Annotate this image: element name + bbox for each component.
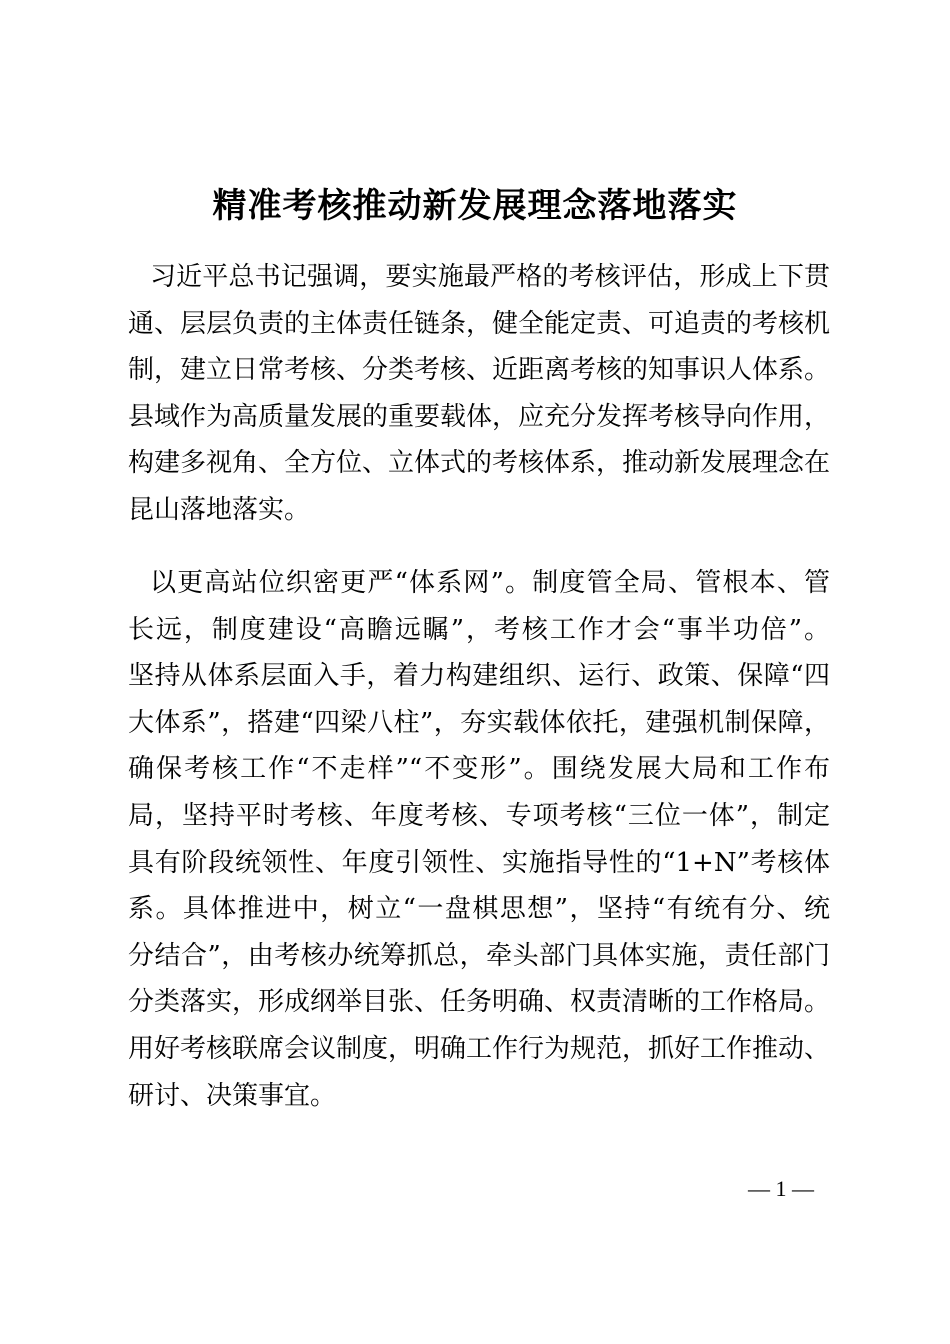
text-line: 通、层层负责的主体责任链条，健全能定责、可追责的考核机 — [128, 308, 831, 339]
text-line: 具有阶段统领性、年度引领性、实施指导性的“1+N”考核体 — [128, 847, 830, 878]
text-line: 确保考核工作“不走样”“不变形”。围绕发展大局和工作布 — [128, 754, 830, 785]
text-line: 分结合”，由考核办统筹抓总，牵头部门具体实施，责任部门 — [128, 940, 830, 971]
text-line: 坚持从体系层面入手，着力构建组织、运行、政策、保障“四 — [128, 661, 830, 692]
text-line: 研讨、决策事宜。 — [128, 1080, 337, 1111]
text-line: 分类落实，形成纲举目张、任务明确、权责清晰的工作格局。 — [128, 987, 831, 1018]
text-line: 县域作为高质量发展的重要载体，应充分发挥考核导向作用， — [128, 401, 831, 432]
paragraph-1 — [128, 254, 830, 534]
text-line: 局，坚持平时考核、年度考核、专项考核“三位一体”，制定 — [128, 800, 830, 831]
text-line: 用好考核联席会议制度，明确工作行为规范，抓好工作推动、 — [128, 1033, 831, 1064]
text-line: 习近平总书记强调，要实施最严格的考核评估，形成上下贯 — [150, 262, 830, 292]
paragraph-2 — [128, 560, 830, 1119]
text-line: 长远，制度建设“高瞻远瞩”，考核工作才会“事半功倍”。 — [128, 614, 830, 645]
document-title: 精准考核推动新发展理念落地落实 — [212, 186, 738, 226]
text-line: 以更高站位织密更严“体系网”。制度管全局、管根本、管 — [150, 568, 830, 598]
text-line: 昆山落地落实。 — [128, 494, 311, 525]
text-line: 制，建立日常考核、分类考核、近距离考核的知事识人体系。 — [128, 355, 831, 386]
text-line: 构建多视角、全方位、立体式的考核体系，推动新发展理念在 — [128, 448, 831, 479]
text-line: 大体系”，搭建“四梁八柱”，夯实载体依托，建强机制保障， — [128, 707, 830, 738]
page-number: — 1 — — [748, 1176, 814, 1201]
text-line: 系。具体推进中，树立“一盘棋思想”，坚持“有统有分、统 — [128, 894, 830, 925]
